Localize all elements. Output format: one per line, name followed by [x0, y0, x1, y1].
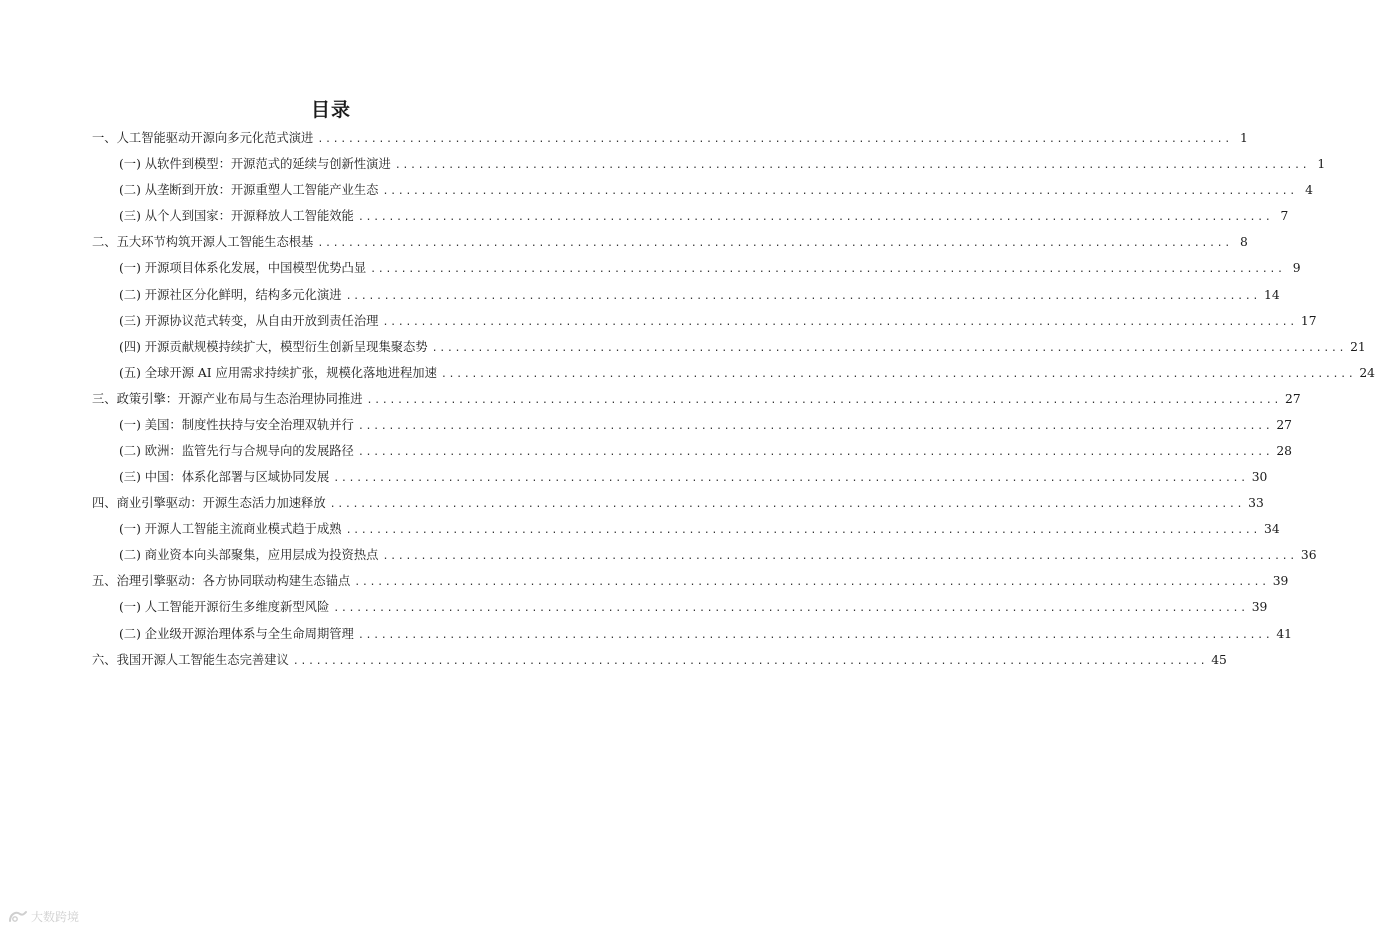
- toc-entry-label: (五) 全球开源 AI 应用需求持续扩张，规模化落地进程加速: [119, 366, 437, 380]
- toc-entry-page: 34: [1264, 522, 1280, 536]
- toc-entry-page: 39: [1272, 574, 1289, 588]
- watermark-text: 大数跨境: [31, 910, 80, 924]
- toc-entry-page: 33: [1248, 496, 1264, 510]
- leader-dots: ........................................................................................................................: [292, 656, 1208, 667]
- toc-entry-4-2[interactable]: [119, 547, 1317, 565]
- toc-entry-label: (三) 开源协议范式转变，从自由开放到责任治理: [119, 314, 379, 328]
- leader-dots: ........................................................................................................................: [329, 499, 1245, 510]
- toc-entry-1-3[interactable]: [119, 208, 1289, 226]
- toc-entry-2-4[interactable]: [119, 339, 1366, 357]
- toc-entry-2-3[interactable]: [119, 313, 1317, 331]
- toc-entry-3-3[interactable]: [119, 469, 1268, 487]
- toc-entry-1[interactable]: [92, 130, 1248, 148]
- toc-entry-page: 4: [1305, 183, 1313, 197]
- toc-entry-page: 9: [1292, 261, 1301, 275]
- toc-entry-page: 27: [1276, 418, 1292, 432]
- leader-dots: ........................................................................................................................: [366, 395, 1282, 406]
- toc-entry-5[interactable]: [92, 573, 1289, 591]
- toc-entry-label: 四、商业引擎驱动：开源生态活力加速释放: [92, 496, 326, 510]
- toc-entry-label: (一) 美国：制度性扶持与安全治理双轨并行: [119, 418, 354, 432]
- toc-entry-3-2[interactable]: [119, 443, 1292, 461]
- leader-dots: ........................................................................................................................: [317, 134, 1232, 145]
- leader-dots: ........................................................................................................................: [382, 186, 1297, 197]
- toc-entry-page: 45: [1211, 653, 1227, 667]
- toc-entry-label: (四) 开源贡献规模持续扩大，模型衍生创新呈现集聚态势: [119, 340, 428, 354]
- toc-entry-page: 1: [1317, 157, 1326, 171]
- leader-dots: ........................................................................................................................: [357, 630, 1273, 641]
- toc-entry-page: 28: [1276, 444, 1292, 458]
- page-title: 目录: [310, 99, 351, 121]
- leader-dots: ........................................................................................................................: [333, 603, 1248, 614]
- toc-entry-label: (一) 人工智能开源衍生多维度新型风险: [119, 600, 330, 614]
- toc-entry-page: 24: [1359, 366, 1375, 380]
- toc-entry-page: 1: [1240, 131, 1248, 145]
- leader-dots: ........................................................................................................................: [370, 264, 1285, 275]
- leader-dots: ........................................................................................................................: [394, 160, 1310, 171]
- toc-entry-5-2[interactable]: [119, 626, 1292, 644]
- toc-entry-page: 7: [1280, 209, 1289, 223]
- toc-entry-label: (二) 企业级开源治理体系与全生命周期管理: [119, 627, 354, 641]
- toc-entry-1-2[interactable]: [119, 182, 1313, 200]
- leader-dots: ........................................................................................................................: [333, 473, 1248, 484]
- toc-entry-6[interactable]: [92, 652, 1227, 670]
- leader-dots: ........................................................................................................................: [382, 551, 1297, 562]
- leader-dots: ........................................................................................................................: [357, 421, 1273, 432]
- toc-entry-page: 30: [1251, 470, 1268, 484]
- leader-dots: ........................................................................................................................: [345, 291, 1261, 302]
- toc-entry-4[interactable]: [92, 495, 1264, 513]
- toc-entry-3-1[interactable]: [119, 417, 1292, 435]
- toc-entry-label: (二) 商业资本向头部聚集，应用层成为投资热点: [119, 548, 379, 562]
- toc-entry-page: 21: [1350, 340, 1366, 354]
- toc-entry-label: (三) 中国：体系化部署与区域协同发展: [119, 470, 330, 484]
- leader-dots: ........................................................................................................................: [382, 317, 1297, 328]
- brand-logo-icon: [8, 910, 28, 924]
- leader-dots: ........................................................................................................................: [317, 238, 1232, 249]
- toc-entry-page: 14: [1264, 288, 1280, 302]
- toc-entry-page: 36: [1300, 548, 1317, 562]
- watermark: [8, 908, 79, 925]
- leader-dots: ........................................................................................................................: [357, 212, 1273, 223]
- leader-dots: ........................................................................................................................: [345, 525, 1261, 536]
- toc-entry-page: 8: [1240, 235, 1248, 249]
- toc-entry-label: 六、我国开源人工智能生态完善建议: [92, 653, 289, 667]
- toc-entry-label: 三、政策引擎：开源产业布局与生态治理协同推进: [92, 392, 363, 406]
- toc-entry-page: 41: [1276, 627, 1292, 641]
- toc-entry-3[interactable]: [92, 391, 1301, 409]
- leader-dots: ........................................................................................................................: [354, 577, 1269, 588]
- toc-entry-page: 39: [1251, 600, 1268, 614]
- leader-dots: ........................................................................................................................: [431, 343, 1347, 354]
- toc-entry-label: (一) 从软件到模型：开源范式的延续与创新性演进: [119, 157, 391, 171]
- toc-entry-label: (二) 从垄断到开放：开源重塑人工智能产业生态: [119, 183, 379, 197]
- leader-dots: ........................................................................................................................: [357, 447, 1273, 458]
- toc-entry-page: 17: [1300, 314, 1317, 328]
- toc-entry-2[interactable]: [92, 234, 1248, 252]
- toc-entry-label: (三) 从个人到国家：开源释放人工智能效能: [119, 209, 354, 223]
- toc-entry-label: 二、五大环节构筑开源人工智能生态根基: [92, 235, 314, 249]
- toc-entry-page: 27: [1285, 392, 1301, 406]
- toc-entry-4-1[interactable]: [119, 521, 1280, 539]
- toc-entry-2-1[interactable]: [119, 260, 1301, 278]
- toc-entry-label: (二) 开源社区分化鲜明，结构多元化演进: [119, 288, 342, 302]
- toc-entry-2-5[interactable]: [119, 365, 1375, 383]
- toc-entry-label: (一) 开源人工智能主流商业模式趋于成熟: [119, 522, 342, 536]
- toc-entry-1-1[interactable]: [119, 156, 1326, 174]
- toc-entry-2-2[interactable]: [119, 287, 1280, 305]
- toc-entry-label: (二) 欧洲：监管先行与合规导向的发展路径: [119, 444, 354, 458]
- leader-dots: ........................................................................................................................: [440, 369, 1356, 380]
- toc-entry-label: 五、治理引擎驱动：各方协同联动构建生态锚点: [92, 574, 351, 588]
- toc-entry-label: (一) 开源项目体系化发展，中国模型优势凸显: [119, 261, 367, 275]
- toc-entry-label: 一、人工智能驱动开源向多元化范式演进: [92, 131, 314, 145]
- toc-entry-5-1[interactable]: [119, 599, 1268, 617]
